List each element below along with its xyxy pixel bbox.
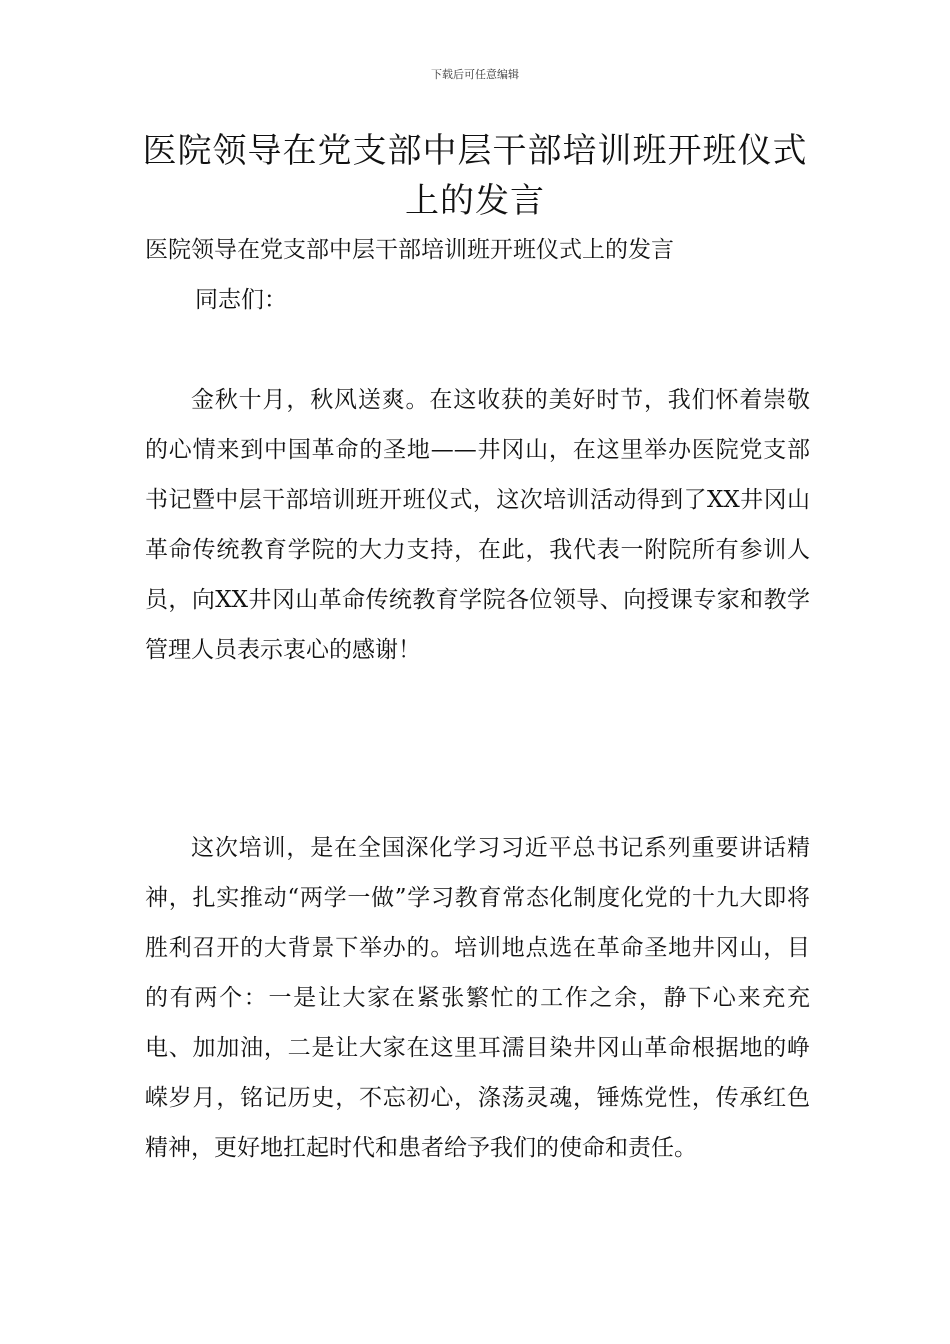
salutation: 同志们：: [195, 287, 287, 313]
document-subtitle: 医院领导在党支部中层干部培训班开班仪式上的发言: [145, 237, 674, 263]
document-title: 医院领导在党支部中层干部培训班开班仪式上的发言: [142, 131, 808, 221]
header-note: 下载后可任意编辑: [431, 68, 519, 81]
body-paragraph-2: 这次培训，是在全国深化学习习近平总书记系列重要讲话精神，扎实推动“两学一做”学习教育常态化制度化党的十九大即将胜利召开的大背景下举办的。培训地点选在革命圣地井冈山，目的有两个：一是让大家在紧张繁忙的工作之余，静下心来充充电、加加油，二是让大家在这里耳濡目染井冈山革命根据地的峥嵘岁月，铭记历史，不忘初心，涤荡灵魂，锤炼党性，传承红色精神，更好地扛起时代和患者给予我们的使命和责任。: [145, 835, 810, 1161]
body-paragraph-1: 金秋十月，秋风送爽。在这收获的美好时节，我们怀着崇敬的心情来到中国革命的圣地——井冈山，在这里举办医院党支部书记暨中层干部培训班开班仪式，这次培训活动得到了XX井冈山革命传统教育学院的大力支持，在此，我代表一附院所有参训人员，向XX井冈山革命传统教育学院各位领导、向授课专家和教学管理人员表示衷心的感谢！: [145, 387, 810, 663]
